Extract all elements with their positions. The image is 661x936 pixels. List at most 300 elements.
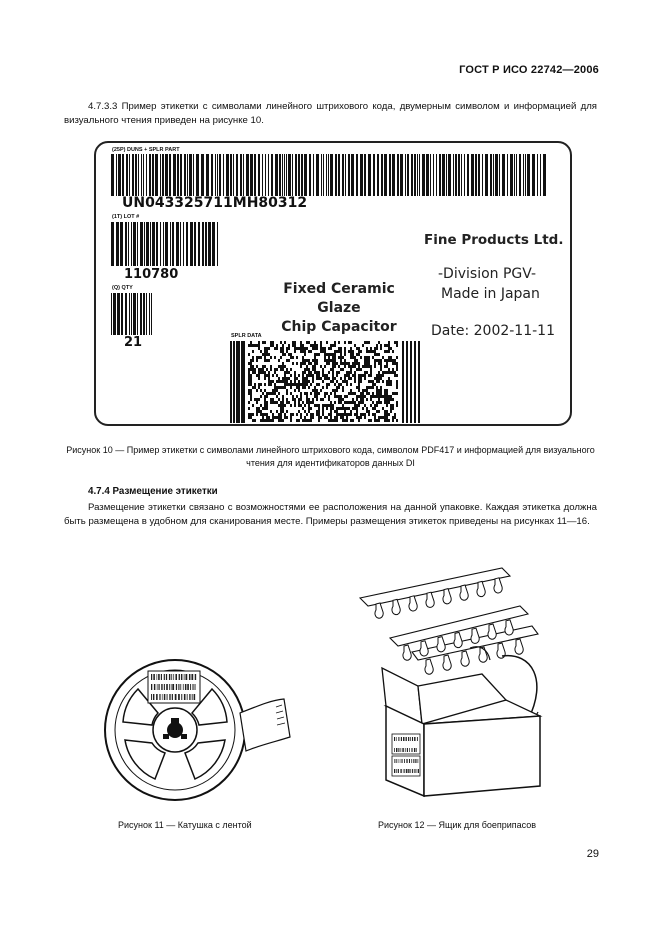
pdf417-module [278,413,280,416]
pdf417-module [308,386,310,389]
pdf417-module [356,362,358,365]
barcode-bar [133,293,136,335]
pdf417-module [388,359,390,362]
box-label-bar [415,769,416,773]
pdf417-module [364,377,366,380]
pdf417-module [340,359,342,362]
pdf417-module [264,395,266,398]
pdf417-module [314,353,316,356]
pdf417-module [308,359,310,362]
pdf417-module [372,380,374,383]
pdf417-module [294,341,296,344]
barcode-bar [152,154,154,196]
pdf417-module [256,398,258,401]
pdf417-module [386,401,388,404]
pdf417-module [308,404,310,407]
pdf417-module [312,398,314,401]
box-label-bar [396,748,397,752]
pdf417-module [260,383,262,386]
pdf417-module [248,392,250,395]
pdf417-module [386,413,388,416]
pdf417-module [262,416,264,419]
pdf417-module [270,365,272,368]
pdf417-module [344,413,346,416]
pdf417-module [374,353,376,356]
pdf417-module [340,362,342,365]
pdf417-module [334,350,336,353]
pdf417-module [384,389,386,392]
pdf417-module [314,389,316,392]
pdf417-module [386,362,388,365]
pdf417-module [344,419,346,422]
cartridge-shape [454,632,462,647]
pdf417-module [342,407,344,410]
pdf417-module [370,368,372,371]
pdf417-module [372,395,374,398]
pdf417-module [364,416,366,419]
pdf417-module [280,347,282,350]
barcode-bar [321,154,322,196]
pdf417-module [266,350,268,353]
box-label-bar [394,759,395,763]
pdf417-module [358,350,360,353]
pdf417-module [292,344,294,347]
barcode-bar [389,154,391,196]
pdf417-module [374,404,376,407]
pdf417-module [352,407,354,410]
pdf417-module [390,398,392,401]
pdf417-module [320,347,322,350]
barcode-bar [446,154,447,196]
pdf417-module [378,371,380,374]
box-label-bar [398,737,399,741]
pdf417-module [262,371,264,374]
barcode-bar [411,154,413,196]
box-label-bar [417,737,418,741]
pdf417-module [334,356,336,359]
cartridge-shape [392,599,400,614]
pdf417-module [270,341,272,344]
barcode-bar [173,154,176,196]
pdf417-module [374,347,376,350]
pdf417-module [282,353,284,356]
pdf417-module [390,347,392,350]
pdf417-module [378,359,380,362]
pdf417-module [260,350,262,353]
reel-label-bar [153,674,155,680]
pdf417-module [380,365,382,368]
pdf417-module [340,368,342,371]
barcode-bar [482,154,483,196]
pdf417-module [350,413,352,416]
pdf417-module [376,404,378,407]
pdf417-module [348,341,350,344]
pdf417-module [340,413,342,416]
pdf417-module [250,359,252,362]
pdf417-module [268,383,270,386]
pdf417-module [360,392,362,395]
pdf417-module [276,374,278,377]
pdf417-module [336,371,338,374]
pdf417-module [266,353,268,356]
pdf417-module [342,389,344,392]
pdf417-module [388,377,390,380]
pdf417-module [270,392,272,395]
pdf417-module [304,368,306,371]
pdf417-module [348,377,350,380]
reel-label-bar [158,684,159,690]
pdf417-module [300,362,302,365]
pdf417-module [378,374,380,377]
barcode-bar [131,293,132,335]
pdf417-module [256,365,258,368]
pdf417-module [252,356,254,359]
barcode-bar [162,154,164,196]
pdf417-module [248,401,250,404]
reel-label-bar [189,674,190,680]
barcode-bar [471,154,474,196]
pdf417-module [360,398,362,401]
pdf417-module [316,395,318,398]
pdf417-module [306,419,308,422]
barcode-bar [111,154,114,196]
pdf417-module [280,407,282,410]
reel-label-bar [153,694,154,700]
box-label-bar [396,737,397,741]
barcode-bar [125,293,127,335]
pdf417-module [340,377,342,380]
reel-label-bar [178,694,180,700]
barcode-bar [430,154,431,196]
box-label-bar [416,748,417,752]
pdf417-module [384,344,386,347]
box-label-bar [398,748,399,752]
barcode-bar [507,154,508,196]
pdf417-module [334,344,336,347]
pdf417-module [312,377,314,380]
pdf417-module [382,356,384,359]
pdf417-module [346,383,348,386]
barcode-bar [125,222,127,266]
pdf417-module [250,374,252,377]
pdf417-module [254,383,256,386]
pdf417-module [262,353,264,356]
pdf417-module [392,398,394,401]
cartridge-shape [471,628,479,643]
pdf417-module [322,380,324,383]
pdf417-module [302,374,304,377]
pdf417-module [356,410,358,413]
pdf417-module [330,359,332,362]
pdf417-module [326,407,328,410]
pdf417-module [366,359,368,362]
pdf417-module [306,374,308,377]
pdf417-module [262,419,264,422]
pdf417-module [322,386,324,389]
duns-barcode [111,154,551,196]
pdf417-module [352,350,354,353]
pdf417-module [338,350,340,353]
pdf417-module [372,401,374,404]
pdf417-module [332,353,334,356]
pdf417-module [392,392,394,395]
pdf417-module [360,413,362,416]
pdf417-module [368,419,370,422]
pdf417-module [342,398,344,401]
barcode-bar [301,154,303,196]
pdf417-module [308,362,310,365]
barcode-bar [198,222,200,266]
pdf417-module [338,383,340,386]
pdf417-module [318,377,320,380]
barcode-bar [338,154,340,196]
pdf417-module [310,401,312,404]
pdf417-module [342,386,344,389]
pdf417-module [362,398,364,401]
pdf417-module [248,377,250,380]
pdf417-module [294,371,296,374]
pdf417-module [248,368,250,371]
box-illustration [352,560,567,800]
pdf417-module [304,362,306,365]
pdf417-module [332,407,334,410]
pdf417-module [364,389,366,392]
pdf417-module [334,383,336,386]
pdf417-module [380,344,382,347]
pdf417-module [284,341,286,344]
pdf417-module [292,395,294,398]
pdf417-module [312,401,314,404]
pdf417-module [302,407,304,410]
reel-label-bar [169,674,170,680]
pdf417-module [314,395,316,398]
pdf417-module [258,356,260,359]
pdf417-module [282,395,284,398]
barcode-bar [250,154,253,196]
pdf417-module [268,392,270,395]
pdf417-module [392,407,394,410]
pdf417-module [258,347,260,350]
pdf417-module [328,395,330,398]
pdf417-module [272,413,274,416]
pdf417-module [396,383,398,386]
pdf417-module [330,392,332,395]
pdf417-module [276,344,278,347]
pdf417-module [272,341,274,344]
pdf417-module [334,395,336,398]
pdf417-module [334,401,336,404]
pdf417-module [324,353,326,356]
pdf417-module [252,365,254,368]
pdf417-module [248,416,250,419]
pdf417-module [290,419,292,422]
pdf417-module [354,374,356,377]
barcode-bar [540,154,541,196]
pdf417-module [266,395,268,398]
pdf417-module [252,404,254,407]
pdf417-module [396,362,398,365]
lot-value: 110780 [124,267,179,282]
pdf417-module [248,344,250,347]
barcode-bar [262,154,263,196]
pdf417-module [340,356,342,359]
pdf417-module [346,416,348,419]
pdf417-module [276,368,278,371]
reel-label-bar [189,694,190,700]
pdf417-module [286,347,288,350]
pdf417-module [328,359,330,362]
barcode-bar [116,222,119,266]
pdf417-module [326,404,328,407]
pdf417-module [308,368,310,371]
pdf417-module [336,386,338,389]
pdf417-module [286,368,288,371]
barcode-bar [351,154,354,196]
pdf417-module [248,383,250,386]
barcode-bar [286,154,287,196]
barcode-bar [176,222,179,266]
pdf417-module [356,353,358,356]
barcode-bar [149,154,151,196]
pdf417-module [250,383,252,386]
barcode-bar [141,154,142,196]
cartridge-shape [494,578,502,593]
pdf417-module [254,344,256,347]
barcode-bar [543,154,546,196]
barcode-bar [364,154,366,196]
reel-label-bar [190,684,191,690]
pdf417-module [230,341,232,423]
pdf417-module [396,380,398,383]
barcode-bar [268,154,269,196]
barcode-bar [215,154,216,196]
pdf417-module [376,392,378,395]
pdf417-module [322,374,324,377]
barcode-bar [316,154,319,196]
pdf417-module [378,392,380,395]
pdf417-module [318,374,320,377]
pdf417-module [304,404,306,407]
cartridge-shape [443,589,451,604]
pdf417-module [274,416,276,419]
pdf417-module [340,353,342,356]
qty-caption: (Q) QTY [112,285,133,291]
pdf417-module [248,380,250,383]
pdf417-module [370,395,372,398]
box-label-bar [406,769,407,773]
reel-label-bar [172,694,173,700]
pdf417-module [316,377,318,380]
pdf417-module [402,341,404,423]
barcode-bar [184,154,186,196]
pdf417-module [396,392,398,395]
barcode-bar [151,293,152,335]
pdf417-module [316,392,318,395]
pdf417-module [316,389,318,392]
pdf417-module [300,413,302,416]
pdf417-module [316,344,318,347]
pdf417-module [388,350,390,353]
pdf417-module [336,389,338,392]
pdf417-module [270,344,272,347]
pdf417-module [282,377,284,380]
pdf417-module [264,374,266,377]
pdf417-module [250,416,252,419]
pdf417-module [330,407,332,410]
barcode-bar [201,154,204,196]
pdf417-module [308,341,310,344]
barcode-bar [186,222,188,266]
pdf417-module [280,419,282,422]
barcode-bar [190,222,193,266]
barcode-bar [527,154,530,196]
cartridge-shape [420,641,428,656]
pdf417-module [296,356,298,359]
pdf417-module [278,392,280,395]
pdf417-module [388,419,390,422]
pdf417-module [346,380,348,383]
barcode-bar [453,154,454,196]
barcode-bar [156,222,158,266]
barcode-bar [160,154,161,196]
pdf417-module [338,365,340,368]
document-header: ГОСТ Р ИСО 22742—2006 [459,64,599,76]
box-label-bar [408,769,409,773]
box-label-bar [414,769,415,773]
reel-label-bar [156,694,158,700]
pdf417-module [364,413,366,416]
pdf417-module [368,359,370,362]
pdf417-module [276,386,278,389]
reel-label-bar [157,674,158,680]
pdf417-module [372,383,374,386]
pdf417-module [334,341,336,344]
pdf417-module [390,404,392,407]
pdf417-module [368,374,370,377]
barcode-bar [202,222,204,266]
pdf417-module [348,362,350,365]
pdf417-module [360,350,362,353]
pdf417-module [268,416,270,419]
pdf417-module [326,353,328,356]
section-body: Размещение этикетки связано с возможностями ее расположения на данной упаковке. Каждая этикетка должна быть размещена в удобном для сканирования месте. Примеры размещения этикеток приведены на рисунках 11—16. [64,502,597,527]
pdf417-module [264,347,266,350]
pdf417-module [384,350,386,353]
pdf417-module [388,413,390,416]
pdf417-module [282,365,284,368]
pdf417-module [260,389,262,392]
pdf417-module [270,356,272,359]
pdf417-module [250,389,252,392]
pdf417-module [362,395,364,398]
pdf417-module [256,410,258,413]
pdf417-module [338,371,340,374]
pdf417-module [300,404,302,407]
pdf417-module [336,416,338,419]
pdf417-module [356,368,358,371]
barcode-bar [128,222,129,266]
pdf417-module [350,419,352,422]
pdf417-module [268,374,270,377]
pdf417-module [286,410,288,413]
pdf417-module [294,383,296,386]
pdf417-module [384,410,386,413]
pdf417-module [302,386,304,389]
pdf417-module [308,374,310,377]
pdf417-module [264,401,266,404]
pdf417-module [374,362,376,365]
barcode-bar [461,154,462,196]
